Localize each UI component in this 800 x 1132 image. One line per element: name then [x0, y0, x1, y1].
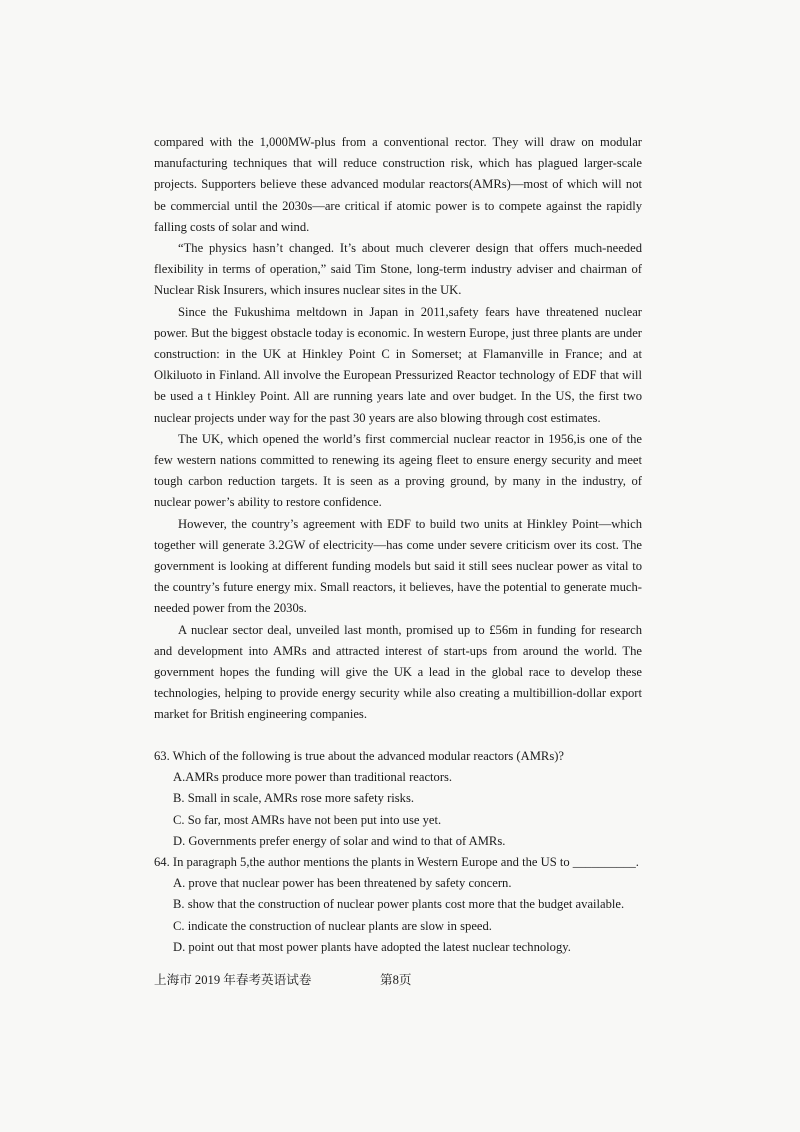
- answer-option-b: B. Small in scale, AMRs rose more safety risks.: [173, 791, 415, 806]
- passage-paragraph: A nuclear sector deal, unveiled last month, promised up to £56m in funding for research and development into AMRs and attracted interest of start-ups from around the world. The government hopes the funding will give the UK a lead in the global race to develop these technologies, helping to provide energy security while also creating a multibillion-dollar export market for British engineering companies.: [154, 622, 642, 722]
- answer-option-c: C. indicate the construction of nuclear plants are slow in speed.: [173, 918, 492, 933]
- page-number: 第8页: [380, 973, 412, 987]
- question-stem: 63. Which of the following is true about the advanced modular reactors (AMRs)?: [154, 749, 564, 763]
- page-footer: [154, 969, 412, 988]
- answer-option-b: B. show that the construction of nuclear power plants cost more that the budget available.: [173, 897, 625, 912]
- exam-title: 上海市 2019 年春考英语试卷: [154, 973, 312, 987]
- answer-option-a: A. prove that nuclear power has been threatened by safety concern.: [173, 876, 512, 891]
- passage-paragraph: “The physics hasn’t changed. It’s about much cleverer design that offers much-needed flexibility in terms of operation,” said Tim Stone, long-term industry adviser and chairman of Nuclear Risk Insurers, which insures nuclear sites in the UK.: [154, 241, 642, 298]
- question-63: [154, 746, 642, 852]
- answer-option-d: D. Governments prefer energy of solar and wind to that of AMRs.: [173, 833, 506, 848]
- answer-option-d: D. point out that most power plants have adopted the latest nuclear technology.: [173, 939, 571, 954]
- passage-paragraph: compared with the 1,000MW-plus from a conventional rector. They will draw on modular manufacturing techniques that will reduce construction risk, which has plagued larger-scale projects. Supporters believe these advanced modular reactors(AMRs)—most of which will not be commercial until the 2030s—are critical if atomic power is to compete against the rapidly falling costs of solar and wind.: [154, 135, 642, 234]
- passage-paragraph: Since the Fukushima meltdown in Japan in 2011,safety fears have threatened nuclear power. But the biggest obstacle today is economic. In western Europe, just three plants are under construction: in the UK at Hinkley Point C in Somerset; at Flamanville in France; and at Olkiluoto in Finland. All involve the European Pressurized Reactor technology of EDF that will be used a t Hinkley Point. All are running years late and over budget. In the US, the first two nuclear projects under way for the past 30 years are also blowing through cost estimates.: [154, 304, 642, 425]
- passage-paragraph: The UK, which opened the world’s first commercial nuclear reactor in 1956,is one of the few western nations committed to renewing its ageing fleet to ensure energy security and meet tough carbon reduction targets. It is seen as a proving ground, by many in the industry, of nuclear power’s ability to restore confidence.: [154, 431, 642, 510]
- question-stem: 64. In paragraph 5,the author mentions the plants in Western Europe and the US to __________.: [154, 855, 639, 870]
- passage-paragraph: However, the country’s agreement with EDF to build two units at Hinkley Point—which together will generate 3.2GW of electricity—has come under severe criticism over its cost. The government is looking at different funding models but said it still sees nuclear power as vital to the country’s future energy mix. Small reactors, it believes, have the potential to generate much-needed power from the 2030s.: [154, 516, 642, 616]
- question-section: [154, 746, 642, 958]
- reading-passage: [154, 132, 642, 726]
- answer-option-a: A.AMRs produce more power than traditional reactors.: [173, 770, 453, 785]
- answer-option-c: C. So far, most AMRs have not been put into use yet.: [173, 812, 442, 827]
- question-64: [154, 852, 642, 958]
